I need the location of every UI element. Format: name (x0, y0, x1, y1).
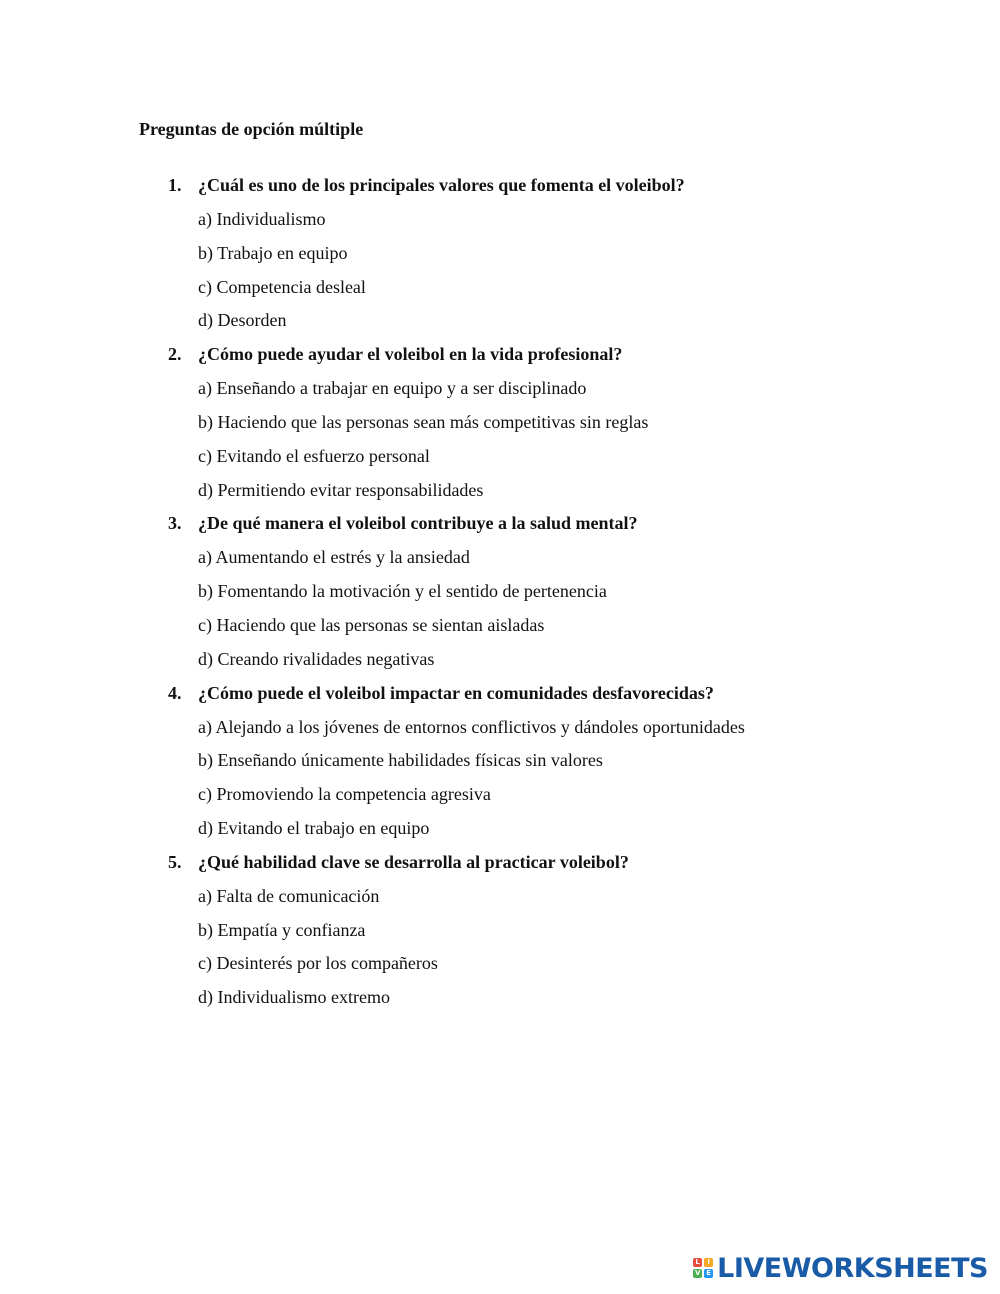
question-line (0, 681, 1000, 715)
question-1 (0, 173, 1000, 342)
question-3 (0, 511, 1000, 680)
logo-block-icon: E (704, 1269, 713, 1278)
question-line (0, 511, 1000, 545)
answer-option[interactable]: b) Trabajo en equipo (198, 242, 348, 263)
answer-option[interactable]: c) Competencia desleal (198, 276, 366, 297)
question-4 (0, 681, 1000, 850)
answer-option[interactable]: a) Enseñando a trabajar en equipo y a ser disciplinado (198, 378, 587, 399)
answer-option[interactable]: a) Alejando a los jóvenes de entornos conflictivos y dándoles oportunidades (198, 716, 745, 737)
question-list (0, 173, 1000, 1019)
answer-option[interactable]: a) Individualismo (198, 209, 326, 229)
question-line (0, 850, 1000, 884)
answer-option[interactable]: d) Desorden (198, 310, 287, 331)
answer-option[interactable]: d) Creando rivalidades negativas (198, 648, 435, 669)
question-text: ¿Cómo puede el voleibol impactar en comunidades desfavorecidas? (198, 682, 714, 703)
page-title: Preguntas de opción múltiple (139, 119, 364, 139)
question-number: 2. (168, 344, 182, 365)
logo-text: LIVEWORKSHEETS (717, 1252, 988, 1284)
logo-block-icon: I (704, 1258, 713, 1267)
question-text: ¿Cuál es uno de los principales valores que fomenta el voleibol? (198, 175, 685, 195)
question-text: ¿Cómo puede ayudar el voleibol en la vida profesional? (198, 344, 623, 365)
liveworksheets-logo (693, 1252, 988, 1284)
question-text: ¿Qué habilidad clave se desarrolla al practicar voleibol? (198, 851, 629, 872)
logo-block-icon: V (694, 1269, 701, 1277)
answer-option[interactable]: d) Permitiendo evitar responsabilidades (198, 479, 484, 500)
answer-option[interactable]: b) Fomentando la motivación y el sentido de pertenencia (198, 581, 607, 602)
question-line (0, 342, 1000, 376)
answer-option[interactable]: b) Haciendo que las personas sean más competitivas sin reglas (198, 411, 649, 432)
answer-option[interactable]: c) Promoviendo la competencia agresiva (198, 784, 491, 805)
question-number: 1. (168, 175, 182, 195)
logo-blocks-icon (693, 1258, 713, 1278)
answer-option[interactable]: c) Evitando el esfuerzo personal (198, 445, 430, 466)
answer-option[interactable]: b) Empatía y confianza (198, 919, 366, 940)
question-number: 3. (168, 513, 182, 534)
question-5 (0, 850, 1000, 1019)
question-line (0, 173, 1000, 207)
question-number: 4. (168, 682, 182, 703)
question-2 (0, 342, 1000, 511)
answer-option[interactable]: d) Individualismo extremo (198, 987, 390, 1008)
answer-option[interactable]: b) Enseñando únicamente habilidades físicas sin valores (198, 750, 603, 771)
answer-option[interactable]: d) Evitando el trabajo en equipo (198, 817, 430, 838)
answer-option[interactable]: a) Aumentando el estrés y la ansiedad (198, 547, 470, 568)
answer-option[interactable]: a) Falta de comunicación (198, 885, 380, 906)
answer-option[interactable]: c) Haciendo que las personas se sientan aisladas (198, 614, 545, 635)
question-text: ¿De qué manera el voleibol contribuye a la salud mental? (198, 513, 638, 534)
answer-option[interactable]: c) Desinterés por los compañeros (198, 953, 438, 974)
question-number: 5. (168, 851, 182, 872)
logo-block-icon: L (693, 1258, 702, 1267)
